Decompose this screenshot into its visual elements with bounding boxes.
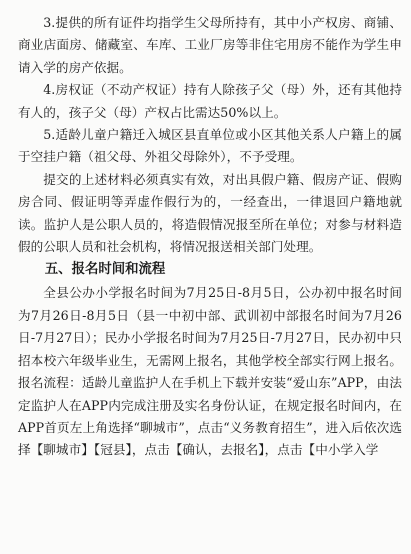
paragraph-item-4-ownership-share: 4.房权证（不动产权证）持有人除孩子父（母）外，还有其他持有人的，孩子父（母）产权占比需达50%以上。 [18, 82, 402, 120]
section-heading-registration: 五、报名时间和流程 [44, 262, 166, 278]
paragraph-registration-schedule: 全县公办小学报名时间为7月25日-8月5日，公办初中报名时间为7月26日-8月5日（县一中初中部、武训初中部报名时间为7月26日-7月27日）；民办小学报名时间为7月25日-7月27日，民办初中只招本校六年级毕业生，无需网上报名，其他学校全部实行网上报名。报名流程：适龄儿童监护人在手机上下载并安装“爱山东”APP，由法定监护人在APP内完成注册及实名身份认证，在规定报名时间内，在APP首页左上角选择“聊城市”，点击“义务教育招生”，进入后依次选择【聊城市】【冠县】，点击【确认，去报名】，点击【中小学入学 [18, 285, 402, 458]
paragraph-item-3-property-documents: 3.提供的所有证件均指学生父母所持有，其中小产权房、商铺、商业店面房、储藏室、车库、工业厂房等非住宅用房不能作为学生申请入学的房产依据。 [18, 15, 402, 75]
paragraph-authenticity-warning: 提交的上述材料必须真实有效，对出具假户籍、假房产证、假购房合同、假证明等弄虚作假行为的，一经查出，一律退回户籍地就读。监护人是公职人员的，将造假情况报至所在单位；对参与材料造假的公职人员和社会机构，将情况报送相关部门处理。 [18, 171, 402, 255]
document-body [18, 12, 402, 462]
paragraph-item-5-empty-household: 5.适龄儿童户籍迁入城区县直单位或小区其他关系人户籍上的属于空挂户籍（祖父母、外祖父母除外），不予受理。 [18, 127, 402, 165]
